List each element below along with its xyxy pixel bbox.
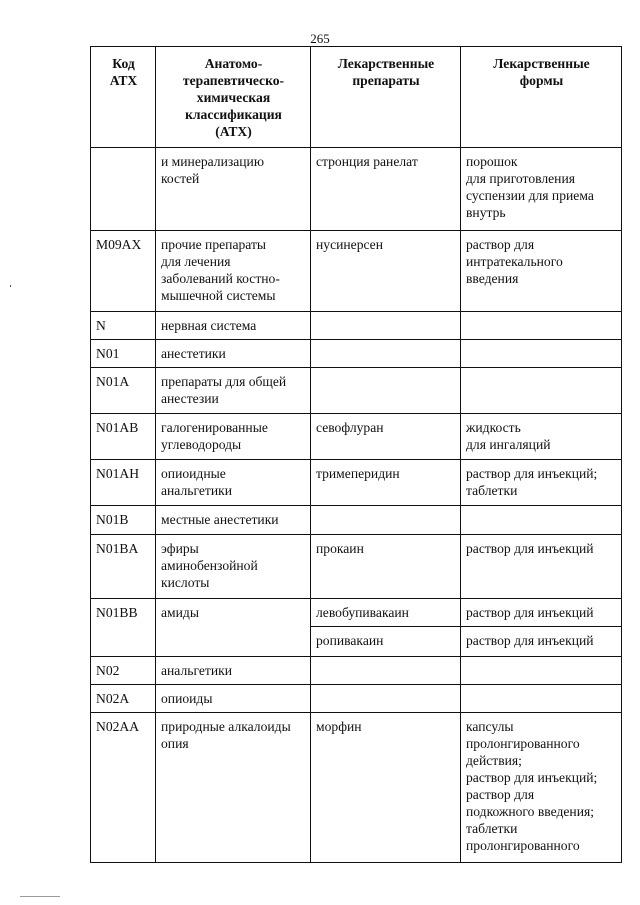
table-row: [91, 312, 622, 340]
row-code: N01AB: [91, 414, 156, 460]
atc-drug-table: [90, 46, 622, 863]
row-code: N01AH: [91, 460, 156, 506]
row-form: раствор для инъекций: [461, 535, 622, 599]
table-row: [91, 506, 622, 535]
row-classification: природные алкалоиды опия: [156, 713, 311, 863]
row-classification: эфиры аминобензойной кислоты: [156, 535, 311, 599]
row-code: N01BB: [91, 599, 156, 657]
row-drug: [311, 368, 461, 414]
table-row: [91, 148, 622, 231]
scan-artifact-mark: [10, 285, 11, 287]
row-code: N: [91, 312, 156, 340]
row-classification: препараты для общей анестезии: [156, 368, 311, 414]
row-code: N02A: [91, 685, 156, 713]
row-drug: [311, 506, 461, 535]
table-row: [91, 340, 622, 368]
row-classification: местные анестетики: [156, 506, 311, 535]
row-form: жидкость для ингаляций: [461, 414, 622, 460]
table-row: [91, 231, 622, 312]
row-form: капсулы пролонгированного действия; раствор для инъекций; раствор для подкожного введения; таблетки пролонгированного: [461, 713, 622, 863]
row-drug: [311, 657, 461, 685]
page-number: 265: [310, 31, 330, 46]
row-drug: левобупивакаин: [311, 599, 461, 627]
table-header-row: [91, 47, 622, 148]
row-form: раствор для инъекций: [461, 599, 622, 627]
row-classification: анестетики: [156, 340, 311, 368]
row-drug: ропивакаин: [311, 627, 461, 657]
row-drug: [311, 685, 461, 713]
row-drug: морфин: [311, 713, 461, 863]
row-code: N01B: [91, 506, 156, 535]
row-drug: прокаин: [311, 535, 461, 599]
row-classification: галогенированные углеводороды: [156, 414, 311, 460]
scan-artifact-mark: [20, 896, 60, 897]
row-drug: [311, 340, 461, 368]
row-form: [461, 312, 622, 340]
header-atc-code: Код АТХ: [91, 47, 156, 148]
row-form: раствор для инъекций; таблетки: [461, 460, 622, 506]
row-drug: стронция ранелат: [311, 148, 461, 231]
table-row: [91, 414, 622, 460]
row-code: N01A: [91, 368, 156, 414]
header-dosage-forms: Лекарственные формы: [461, 47, 622, 148]
row-form: раствор для инъекций: [461, 627, 622, 657]
row-code: N02: [91, 657, 156, 685]
header-atc-classification: Анатомо- терапевтическо- химическая классификация (АТХ): [156, 47, 311, 148]
row-drug: нусинерсен: [311, 231, 461, 312]
row-form: порошок для приготовления суспензии для приема внутрь: [461, 148, 622, 231]
row-code: M09AX: [91, 231, 156, 312]
table-row: [91, 460, 622, 506]
row-form: [461, 685, 622, 713]
row-form: [461, 368, 622, 414]
table-row: [91, 535, 622, 599]
row-form: [461, 657, 622, 685]
row-code: [91, 148, 156, 231]
table-row: [91, 599, 622, 627]
row-drug: севофлуран: [311, 414, 461, 460]
row-classification: прочие препараты для лечения заболеваний костно- мышечной системы: [156, 231, 311, 312]
row-code: N01: [91, 340, 156, 368]
row-classification: опиоиды: [156, 685, 311, 713]
row-form: [461, 506, 622, 535]
row-classification: анальгетики: [156, 657, 311, 685]
table-row: [91, 713, 622, 863]
row-code: N01BA: [91, 535, 156, 599]
header-drugs: Лекарственные препараты: [311, 47, 461, 148]
table-row: [91, 685, 622, 713]
row-classification: и минерализацию костей: [156, 148, 311, 231]
row-code: N02AA: [91, 713, 156, 863]
table-row: [91, 657, 622, 685]
row-classification: опиоидные анальгетики: [156, 460, 311, 506]
row-form: [461, 340, 622, 368]
row-drug: тримеперидин: [311, 460, 461, 506]
row-classification: нервная система: [156, 312, 311, 340]
row-form: раствор для интратекального введения: [461, 231, 622, 312]
row-classification: амиды: [156, 599, 311, 657]
table-row: [91, 368, 622, 414]
row-drug: [311, 312, 461, 340]
